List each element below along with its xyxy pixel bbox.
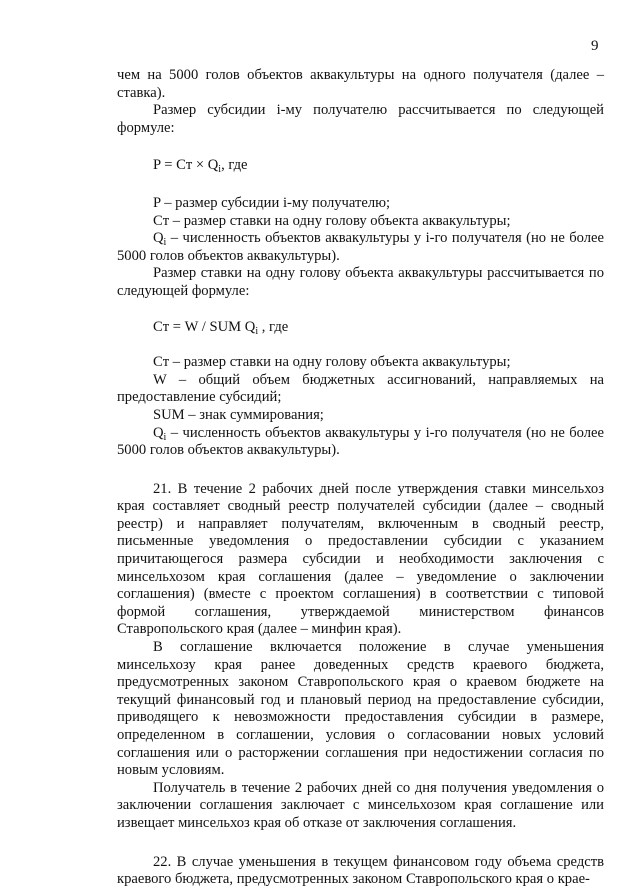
formula-tail: , где [221, 157, 248, 174]
formula-lhs: Cт = W / SUM Q [153, 318, 256, 335]
definition-ct: Cт – размер ставки на одну голову объекта аквакультуры; [153, 212, 511, 229]
formula-subscript: i [255, 325, 259, 337]
paragraph-recipient-response: Получатель в течение 2 рабочих дней со дня получения уведомления о заключении соглашения заключает с минсельхозом края соглашение или извещает минсельхоз края об отказе от заключения соглашения. [117, 779, 604, 831]
definition-subscript: i [163, 431, 167, 443]
definition-symbol: Q [153, 230, 164, 247]
definition-text: – численность объектов аквакультуры у i-го получателя (но не более 5000 голов объектов аквакультуры). [117, 424, 604, 459]
definition-ct-2: Cт – размер ставки на одну голову объекта аквакультуры; [153, 354, 511, 371]
formula-lhs: P = Cт × Q [153, 157, 219, 174]
definition-p: P – размер субсидии i-му получателю; [153, 194, 391, 211]
definition-sum: SUM – знак суммирования; [153, 406, 324, 423]
paragraph-agreement-provision: В соглашение включается положение в случае уменьшения минсельхозу края ранее доведенных средств краевого бюджета, предусмотренных законом Ставропольского края о краевом бюджете на текущий финансовый год и плановый период на предоставление субсидии, приводящего к невозможности предоставления субсидии в размере, определенном в соглашении, условия о согласовании новых условий соглашения или о расторжении соглашения при недостижении согласия по новым условиям. [117, 639, 604, 779]
formula-tail: , где [258, 318, 289, 335]
document-body [117, 67, 604, 889]
paragraph-rate-continuation: чем на 5000 голов объектов аквакультуры на одного получателя (далее – ставка). [117, 67, 604, 101]
paragraph-rate-formula-intro: Размер ставки на одну голову объекта аквакультуры рассчитывается по следующей формуле: [117, 265, 604, 299]
definition-w: W – общий объем бюджетных ассигнований, направляемых на предоставление субсидий; [117, 371, 604, 406]
formula-subsidy-size [117, 157, 604, 175]
definition-symbol: Q [153, 424, 164, 441]
paragraph-section-21: 21. В течение 2 рабочих дней после утверждения ставки минсельхоз края составляет сводный реестр получателей субсидии (далее – сводный реестр) и направляет получателям, включенным в сводный реестр, письменные уведомления о предоставлении субсидии с указанием причитающегося размера субсидии и необходимости заключения с минсельхозом края соглашения (далее – уведомление о заключении соглашения) (вместе с проектом соглашения) в соответствии с типовой формой соглашения, утверждаемой министерством финансов Ставропольского края (далее – минфин края). [117, 480, 604, 638]
formula-subscript: i [218, 164, 222, 176]
definition-qi-2 [117, 425, 604, 460]
page-number: 9 [591, 38, 599, 54]
definition-qi [117, 230, 604, 265]
formula-rate [117, 319, 604, 337]
paragraph-section-22: 22. В случае уменьшения в текущем финансовом году объема средств краевого бюджета, предусмотренных законом Ставропольского края о крае- [117, 853, 604, 888]
paragraph-subsidy-formula-intro: Размер субсидии i-му получателю рассчитывается по следующей формуле: [117, 102, 604, 136]
definition-text: – численность объектов аквакультуры у i-го получателя (но не более 5000 голов объектов аквакультуры). [117, 230, 604, 264]
definition-subscript: i [163, 237, 167, 249]
